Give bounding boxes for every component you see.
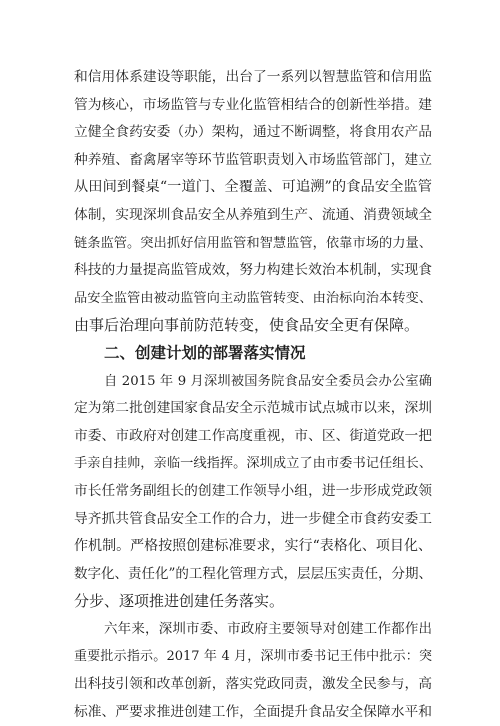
text-line: 管为核心，市场监管与专业化监管相结合的创新性举措。建 xyxy=(74,96,432,113)
paragraph-2 xyxy=(74,368,432,616)
section-heading: 二、创建计划的部署落实情况 xyxy=(104,343,306,362)
text-line: 出科技引领和改革创新，落实党政同责，激发全民参与，高 xyxy=(74,676,432,693)
text-line: 品安全监管由被动监管向主动监管转变、由治标向治本转变、 xyxy=(74,290,432,306)
text-line: 数字化、责任化”的工程化管理方式，层层压实责任，分期、 xyxy=(74,565,432,582)
text-line: 市长任常务副组长的创建工作领导小组，进一步形成党政领 xyxy=(74,482,432,499)
paragraph-1 xyxy=(74,64,432,340)
text-line: 科技的力量提高监管成效，努力构建长效治本机制，实现食 xyxy=(74,262,432,279)
text-line: 定为第二批创建国家食品安全示范城市试点城市以来，深圳 xyxy=(74,400,432,417)
text-line: 自 2015 年 9 月深圳被国务院食品安全委员会办公室确 xyxy=(104,373,432,389)
text-line: 从田间到餐桌“一道门、全覆盖、可追溯”的食品安全监管 xyxy=(74,179,432,196)
text-line: 作机制。严格按照创建标准要求，实行“表格化、项目化、 xyxy=(74,538,432,555)
text-line: 重要批示指示。2017 年 4 月，深圳市委书记王伟中批示：突 xyxy=(74,649,432,665)
text-line: 导齐抓共管食品安全工作的合力，进一步健全市食药安委工 xyxy=(74,510,432,527)
text-line: 立健全食药安委（办）架构，通过不断调整，将食用农产品 xyxy=(74,124,432,141)
text-line: 由事后治理向事前防范转变，使食品安全更有保障。 xyxy=(74,316,420,335)
text-line: 六年来，深圳市委、市政府主要领导对创建工作都作出 xyxy=(104,620,432,637)
text-line: 手亲自挂帅，亲临一线指挥。深圳成立了由市委书记任组长、 xyxy=(74,456,432,472)
text-line: 体制，实现深圳食品安全从养殖到生产、流通、消费领域全 xyxy=(74,206,432,223)
text-line: 分步、逐项推进创建任务落实。 xyxy=(74,592,285,611)
text-line: 标准、严要求推进创建工作，全面提升食品安全保障水平和 xyxy=(74,703,432,720)
paragraph-3 xyxy=(74,616,432,726)
text-line: 种养殖、畜禽屠宰等环节监管职责划入市场监管部门，建立 xyxy=(74,151,432,168)
text-line: 链条监管。突出抓好信用监管和智慧监管，依靠市场的力量、 xyxy=(74,235,432,251)
text-line: 市委、市政府对创建工作高度重视，市、区、街道党政一把 xyxy=(74,427,432,444)
text-line: 和信用体系建设等职能，出台了一系列以智慧监管和信用监 xyxy=(74,69,432,85)
